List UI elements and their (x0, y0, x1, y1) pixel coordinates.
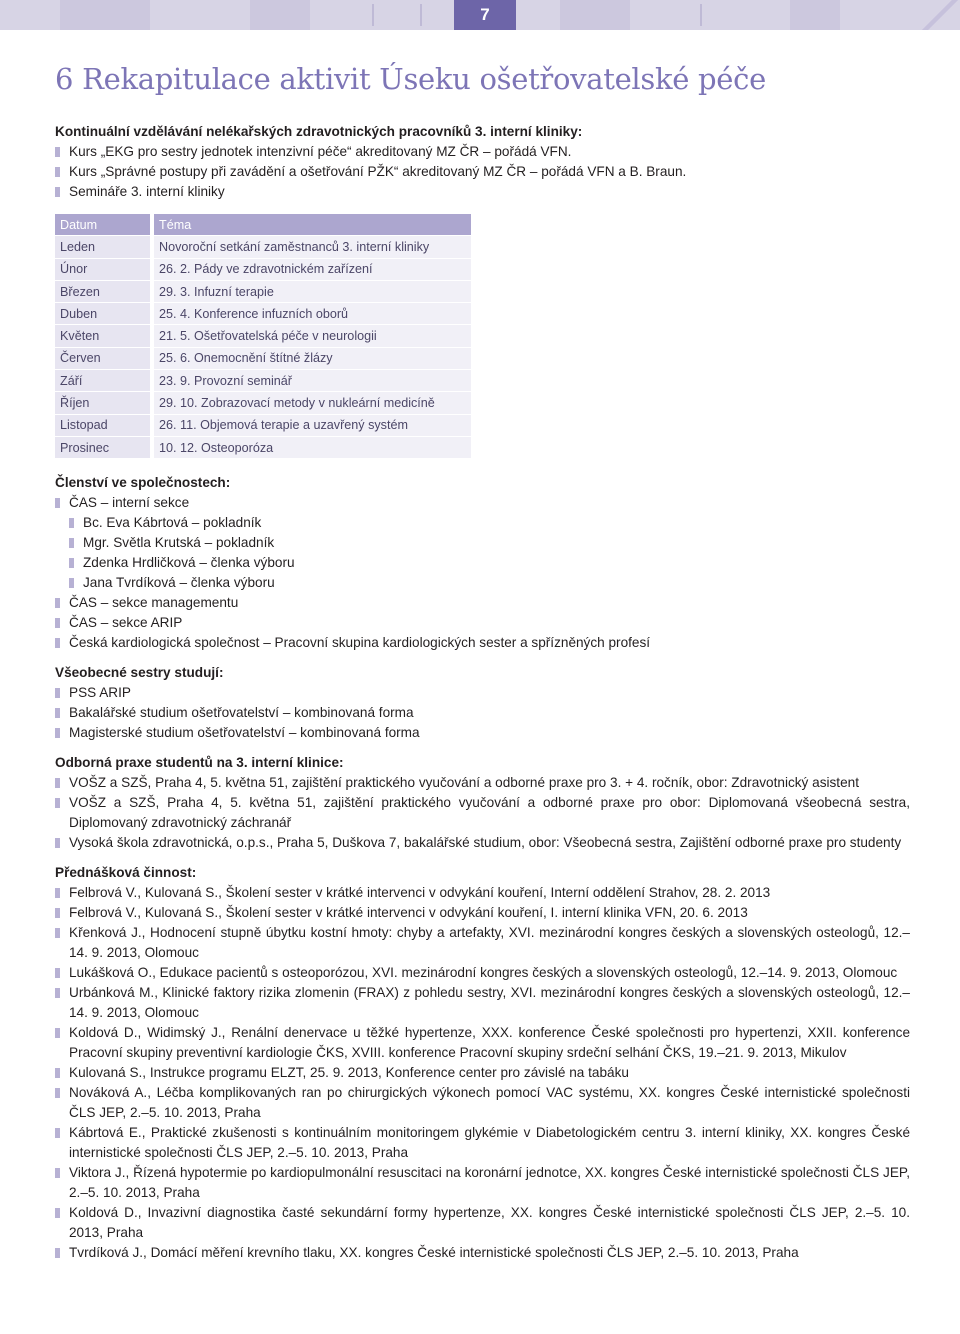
list-item: Bc. Eva Kábrtová – pokladník (55, 513, 910, 533)
table-row (55, 236, 471, 258)
seminar-topic: Novoroční setkání zaměstnanců 3. interní kliniky (154, 236, 471, 258)
seminar-table (55, 214, 471, 459)
seminar-month: Říjen (55, 392, 150, 414)
table-row (55, 303, 471, 325)
table-row (55, 281, 471, 303)
seminar-month: Listopad (55, 415, 150, 437)
list-item: Kábrtová E., Praktické zkušenosti s kontinuálním monitoringem glykémie v Diabetologickém centru 3. interní kliniky, XX. kongres České internistické společnosti ČLS JEP, 2.–5. 10. 2013, Praha (55, 1123, 910, 1163)
list-item: ČAS – sekce managementu (55, 593, 910, 613)
list-item: Lukášková O., Edukace pacientů s osteoporózou, XVI. mezinárodní kongres českých a slovenských osteologů, 12.–14. 9. 2013, Olomouc (55, 963, 910, 983)
practice-heading: Odborná praxe studentů na 3. interní klinice: (55, 755, 344, 771)
seminar-topic: 26. 2. Pády ve zdravotnickém zařízení (154, 259, 471, 281)
table-row (55, 415, 471, 437)
seminar-topic: 10. 12. Osteoporóza (154, 437, 471, 459)
list-item: Viktora J., Řízená hypotermie po kardiopulmonální resuscitaci na koronární jednotce, XX. kongres České internistické společnosti ČLS JEP, 2.–5. 10. 2013, Praha (55, 1163, 910, 1203)
list-item: ČAS – interní sekce (55, 493, 910, 513)
table-header-row (55, 214, 471, 236)
list-item: Koldová D., Invazivní diagnostika časté sekundární formy hypertenze, XX. kongres České internistické společnosti ČLS JEP, 2.–5. 10. 2013, Praha (55, 1203, 910, 1243)
content (55, 122, 910, 1263)
list-item: Bakalářské studium ošetřovatelství – kombinovaná forma (55, 703, 910, 723)
list-item: VOŠZ a SZŠ, Praha 4, 5. května 51, zajištění praktického vyučování a odborné praxe pro obor: Diplomovaná všeobecná sestra, Diplomovaný zdravotnický záchranář (55, 793, 910, 833)
header-decoration (372, 4, 374, 26)
header-decoration (60, 0, 150, 30)
list-item: VOŠZ a SZŠ, Praha 4, 5. května 51, zajištění praktického vyučování a odborné praxe pro 3. + 4. ročník, obor: Zdravotnický asistent (55, 773, 910, 793)
studies-list (55, 683, 910, 743)
seminar-month: Březen (55, 281, 150, 303)
seminar-topic: 29. 3. Infuzní terapie (154, 281, 471, 303)
list-item: Kurs „Správné postupy při zavádění a ošetřování PŽK“ akreditovaný MZ ČR – pořádá VFN a B. Braun. (55, 162, 910, 182)
seminar-month: Duben (55, 303, 150, 325)
list-item: Zdenka Hrdličková – členka výboru (55, 553, 910, 573)
header-decoration (420, 4, 422, 26)
table-row (55, 437, 471, 459)
seminar-month: Květen (55, 325, 150, 347)
list-item: Semináře 3. interní kliniky (55, 182, 910, 202)
table-row (55, 259, 471, 281)
list-item: Mgr. Světla Krutská – pokladník (55, 533, 910, 553)
studies-heading: Všeobecné sestry studují: (55, 665, 224, 681)
table-row (55, 348, 471, 370)
seminar-topic: 29. 10. Zobrazovací metody v nukleární medicíně (154, 392, 471, 414)
seminar-topic: 21. 5. Ošetřovatelská péče v neurologii (154, 325, 471, 347)
seminar-month: Leden (55, 236, 150, 258)
header-decoration (700, 4, 702, 26)
list-item: Urbánková M., Klinické faktory rizika zlomenin (FRAX) z pohledu sestry, XVI. mezinárodní kongres českých a slovenských osteologů, 12.–14. 9. 2013, Olomouc (55, 983, 910, 1023)
list-item: Křenková J., Hodnocení stupně úbytku kostní hmoty: chyby a artefakty, XVI. mezinárodní kongres českých a slovenských osteologů, 12.–14. 9. 2013, Olomouc (55, 923, 910, 963)
list-item: Tvrdíková J., Domácí měření krevního tlaku, XX. kongres České internistické společnosti ČLS JEP, 2.–5. 10. 2013, Praha (55, 1243, 910, 1263)
list-item: Nováková A., Léčba komplikovaných ran po chirurgických výkonech pomocí VAC systému, XX. kongres České internistické společnosti ČLS JEP, 2.–5. 10. 2013, Praha (55, 1083, 910, 1123)
table-row (55, 370, 471, 392)
lectures-list (55, 883, 910, 1263)
table-row (55, 325, 471, 347)
lectures-heading: Přednášková činnost: (55, 865, 197, 881)
list-item: Kurs „EKG pro sestry jednotek intenzivní péče“ akreditovaný MZ ČR – pořádá VFN. (55, 142, 910, 162)
list-item: Kulovaná S., Instrukce programu ELZT, 25. 9. 2013, Konference center pro závislé na tabáku (55, 1063, 910, 1083)
seminar-month: Prosinec (55, 437, 150, 459)
list-item: Česká kardiologická společnost – Pracovní skupina kardiologických sester a spřízněných profesí (55, 633, 910, 653)
seminar-month: Únor (55, 259, 150, 281)
header-decoration (790, 0, 840, 30)
header-topic: Téma (154, 214, 471, 236)
seminar-topic: 26. 11. Objemová terapie a uzavřený systém (154, 415, 471, 437)
page-number: 7 (454, 0, 516, 30)
page-title: 6 Rekapitulace aktivit Úseku ošetřovatelské péče (55, 62, 766, 96)
list-item: Felbrová V., Kulovaná S., Školení sester v krátké intervenci v odvykání kouření, Interní oddělení Strahov, 28. 2. 2013 (55, 883, 910, 903)
table-row (55, 392, 471, 414)
list-item: Vysoká škola zdravotnická, o.p.s., Praha 5, Duškova 7, bakalářské studium, obor: Všeobecná sestra, Zajištění odborné praxe pro studenty (55, 833, 910, 853)
seminar-month: Červen (55, 348, 150, 370)
list-item: Felbrová V., Kulovaná S., Školení sester v krátké intervenci v odvykání kouření, I. interní klinika VFN, 20. 6. 2013 (55, 903, 910, 923)
seminar-topic: 25. 4. Konference infuzních oborů (154, 303, 471, 325)
seminar-topic: 23. 9. Provozní seminář (154, 370, 471, 392)
education-heading: Kontinuální vzdělávání nelékařských zdravotnických pracovníků 3. interní kliniky: (55, 124, 583, 139)
list-item: Koldová D., Widimský J., Renální denervace u těžké hypertenze, XXX. konference České společnosti pro hypertenzi, XXII. konference Pracovní skupiny preventivní kardiologie ČKS, XVIII. konference Pracovní skupiny srdeční selhání ČKS, 19.–21. 9. 2013, Mikulov (55, 1023, 910, 1063)
list-item: ČAS – sekce ARIP (55, 613, 910, 633)
practice-list (55, 773, 910, 853)
list-item: PSS ARIP (55, 683, 910, 703)
education-list (55, 142, 910, 202)
header-date: Datum (55, 214, 150, 236)
list-item: Magisterské studium ošetřovatelství – kombinovaná forma (55, 723, 910, 743)
membership-list (55, 493, 910, 653)
membership-heading: Členství ve společnostech: (55, 475, 231, 491)
list-item: Jana Tvrdíková – členka výboru (55, 573, 910, 593)
seminar-month: Září (55, 370, 150, 392)
header-decoration (560, 0, 630, 30)
header-decoration (920, 0, 960, 30)
seminar-topic: 25. 6. Onemocnění štítné žlázy (154, 348, 471, 370)
header-decoration (250, 0, 310, 30)
